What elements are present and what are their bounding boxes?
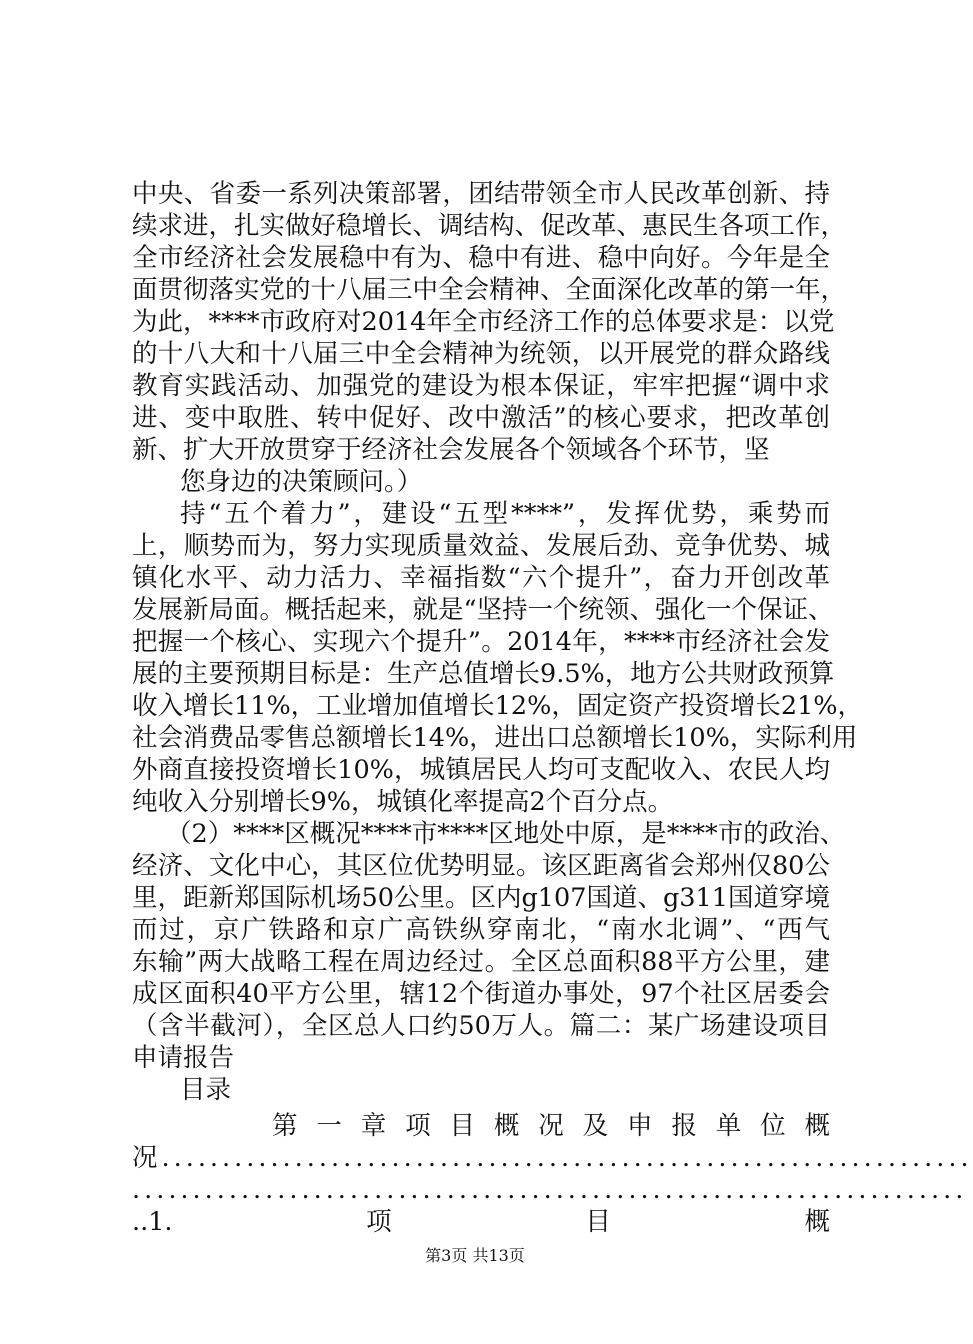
- paragraph-start: 持“五个着力”，建设“五型****”，发挥优势，乘势而: [180, 499, 830, 529]
- text-line: 展的主要预期目标是：生产总值增长9.5%，地方公共财政预算: [132, 659, 835, 689]
- text-line: 您身边的决策顾问。）: [180, 467, 423, 497]
- text-line: 发展新局面。概括起来，就是“坚持一个统领、强化一个保证、: [132, 595, 834, 625]
- text-line: 全市经济社会发展稳中有为、稳中有进、稳中向好。今年是全: [132, 243, 830, 273]
- text-line: 为此，****市政府对2014年全市经济工作的总体要求是：以党: [132, 307, 835, 337]
- text-line: 申请报告: [132, 1043, 235, 1073]
- text-line: 收入增长11%，工业增加值增长12%，固定资产投资增长21%，: [132, 691, 864, 721]
- page-footer: 第3页 共13页: [425, 1246, 525, 1265]
- text-line: 外商直接投资增长10%，城镇居民人均可支配收入、农民人均: [132, 755, 830, 785]
- text-line: 中央、省委一系列决策部署，团结带领全市人民改革创新、持: [132, 179, 830, 209]
- paragraph-start: （2）****区概况****市****区地处中原，是****市的政治、: [166, 819, 846, 849]
- text-line: 上，顺势而为，努力实现质量效益、发展后劲、竞争优势、城: [132, 531, 830, 561]
- text-line: 面贯彻落实党的十八届三中全会精神、全面深化改革的第一年，: [132, 275, 847, 305]
- text-line: 新、扩大开放贯穿于经济社会发展各个领域各个环节，坚: [132, 435, 770, 465]
- text-line: 的十八大和十八届三中全会精神为统领，以开展党的群众路线: [132, 339, 830, 369]
- toc-heading: 目录: [180, 1075, 232, 1105]
- text-line: 进、变中取胜、转中促好、改中激活”的核心要求，把改革创: [132, 403, 830, 433]
- toc-word: 目: [585, 1207, 611, 1237]
- toc-leader-line: 况...................................................................: [132, 1143, 973, 1173]
- text-line: 里，距新郑国际机场50公里。区内g107国道、g311国道穿境: [132, 883, 830, 913]
- toc-entry-chapter-1: 第一章项目概况及申报单位概: [272, 1111, 830, 1141]
- text-line: 镇化水平、动力活力、幸福指数“六个提升”，奋力开创改革: [132, 563, 830, 593]
- toc-word: 项: [366, 1207, 392, 1237]
- toc-number: ..1.: [132, 1207, 173, 1237]
- toc-word: 概: [804, 1207, 830, 1237]
- text-line: 纯收入分别增长9%，城镇化率提高2个百分点。: [132, 787, 674, 817]
- toc-entry-1: [132, 1206, 830, 1238]
- text-line: 社会消费品零售总额增长14%，进出口总额增长10%，实际利用: [132, 723, 858, 753]
- text-line: 经济、文化中心，其区位优势明显。该区距离省会郑州仅80公: [132, 851, 830, 881]
- text-line: 续求进，扎实做好稳增长、调结构、促改革、惠民生各项工作，: [132, 211, 847, 241]
- text-line: 教育实践活动、加强党的建设为根本保证，牢牢把握“调中求: [132, 371, 830, 401]
- text-line: 而过，京广铁路和京广高铁纵穿南北，“南水北调”、“西气: [132, 915, 830, 945]
- text-line: 把握一个核心、实现六个提升”。2014年，****市经济社会发: [132, 627, 830, 657]
- toc-leader-line: .....................................................................: [132, 1175, 968, 1205]
- text-line: 成区面积40平方公里，辖12个街道办事处，97个社区居委会: [132, 979, 830, 1009]
- text-line: （含半截河），全区总人口约50万人。篇二：某广场建设项目: [132, 1011, 830, 1041]
- text-line: 东输”两大战略工程在周边经过。全区总面积88平方公里，建: [132, 947, 830, 977]
